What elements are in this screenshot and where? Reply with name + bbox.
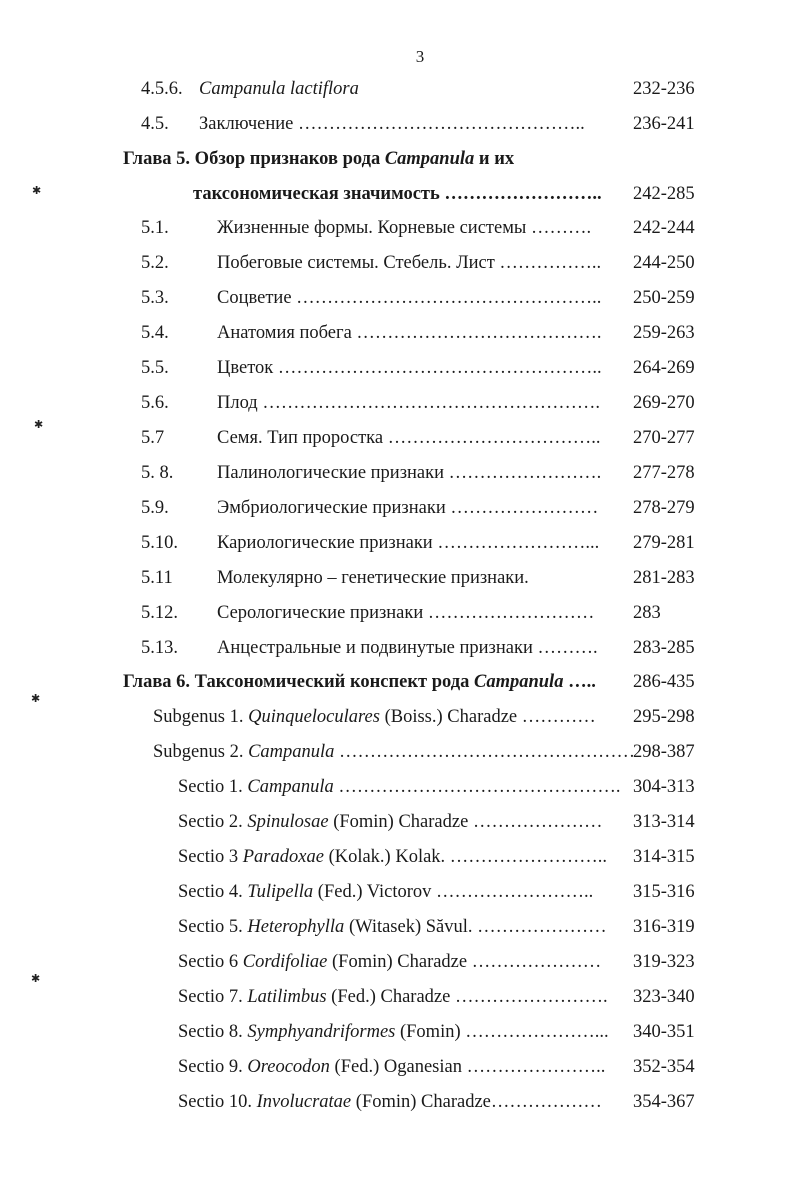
sectio-title: Sectio 3 Paradoxae (Kolak.) Kolak. …………………….. [178, 847, 608, 867]
entry-title: Заключение ……………………………………….. [199, 114, 585, 134]
section-number: 5.9. [141, 498, 169, 518]
sectio-title: Sectio 8. Symphyandriformes (Fomin) …………………... [178, 1022, 609, 1042]
sectio-title: Sectio 6 Cordifoliae (Fomin) Charadze ………………… [178, 952, 602, 972]
chapter-5-title-line1: Глава 5. Обзор признаков рода Campanula и их [123, 149, 515, 169]
sectio-title: Sectio 9. Oreocodon (Fed.) Oganesian ………………….. [178, 1057, 606, 1077]
chapter-6-pages: 286-435 [633, 672, 695, 692]
section-title: Эмбриологические признаки …………………… [217, 498, 599, 518]
sectio-pages: 352-354 [633, 1057, 695, 1077]
sectio-title: Sectio 4. Tulipella (Fed.) Victorov …………………….. [178, 882, 594, 902]
section-number: 5.10. [141, 533, 178, 553]
section-title: Молекулярно – генетические признаки. [217, 568, 529, 588]
entry-number: 4.5. [141, 114, 169, 134]
sectio-title: Sectio 10. Involucratae (Fomin) Charadze……………… [178, 1092, 602, 1112]
sectio-pages: 354-367 [633, 1092, 695, 1112]
entry-pages: 232-236 [633, 79, 695, 99]
sectio-pages: 316-319 [633, 917, 695, 937]
entry-title: Campanula lactiflora [199, 79, 359, 99]
section-pages: 283 [633, 603, 661, 623]
section-number: 5.11 [141, 568, 173, 588]
section-number: 5.12. [141, 603, 178, 623]
section-pages: 244-250 [633, 253, 695, 273]
section-number: 5.5. [141, 358, 169, 378]
subgenus-pages: 295-298 [633, 707, 695, 727]
scan-speck: ✱ [31, 973, 41, 985]
scan-speck: ✱ [31, 693, 41, 705]
scan-speck: ✱ [34, 419, 44, 431]
section-title: Соцветие ………………………………………….. [217, 288, 602, 308]
section-title: Плод ………………………………………………. [217, 393, 600, 413]
entry-number: 4.5.6. [141, 79, 183, 99]
section-pages: 264-269 [633, 358, 695, 378]
section-number: 5.3. [141, 288, 169, 308]
section-title: Побеговые системы. Стебель. Лист …………….. [217, 253, 602, 273]
section-pages: 279-281 [633, 533, 695, 553]
section-title: Жизненные формы. Корневые системы ………. [217, 218, 592, 238]
subgenus-title: Subgenus 2. Campanula ………………………………………… [153, 742, 636, 762]
section-pages: 250-259 [633, 288, 695, 308]
section-pages: 259-263 [633, 323, 695, 343]
chapter-5-pages: 242-285 [633, 184, 695, 204]
section-pages: 277-278 [633, 463, 695, 483]
section-number: 5. 8. [141, 463, 174, 483]
section-title: Анцестральные и подвинутые признаки ………. [217, 638, 598, 658]
section-pages: 242-244 [633, 218, 695, 238]
sectio-title: Sectio 5. Heterophylla (Witasek) Săvul. ………………… [178, 917, 607, 937]
section-title: Анатомия побега …………………………………. [217, 323, 602, 343]
sectio-pages: 304-313 [633, 777, 695, 797]
section-number: 5.13. [141, 638, 178, 658]
sectio-pages: 340-351 [633, 1022, 695, 1042]
sectio-pages: 314-315 [633, 847, 695, 867]
subgenus-title: Subgenus 1. Quinqueloculares (Boiss.) Charadze ………… [153, 707, 596, 727]
section-pages: 270-277 [633, 428, 695, 448]
section-pages: 283-285 [633, 638, 695, 658]
section-title: Кариологические признаки ……………………... [217, 533, 600, 553]
section-number: 5.1. [141, 218, 169, 238]
section-pages: 278-279 [633, 498, 695, 518]
section-title: Цветок …………………………………………….. [217, 358, 602, 378]
entry-pages: 236-241 [633, 114, 695, 134]
chapter-5-title-line2: таксономическая значимость …………………….. [193, 184, 602, 204]
sectio-pages: 315-316 [633, 882, 695, 902]
sectio-title: Sectio 1. Campanula ………………………………………. [178, 777, 621, 797]
section-title: Семя. Тип проростка …………………………….. [217, 428, 601, 448]
section-pages: 269-270 [633, 393, 695, 413]
subgenus-pages: 298-387 [633, 742, 695, 762]
section-number: 5.6. [141, 393, 169, 413]
sectio-title: Sectio 7. Latilimbus (Fed.) Charadze ……………………. [178, 987, 608, 1007]
section-number: 5.7 [141, 428, 165, 448]
scan-speck: ✱ [32, 185, 42, 197]
sectio-pages: 313-314 [633, 812, 695, 832]
chapter-6-title: Глава 6. Таксономический конспект рода Campanula ….. [123, 672, 596, 692]
sectio-pages: 319-323 [633, 952, 695, 972]
section-number: 5.4. [141, 323, 169, 343]
section-title: Палинологические признаки ……………………. [217, 463, 602, 483]
page-number: 3 [415, 47, 425, 66]
section-number: 5.2. [141, 253, 169, 273]
section-title: Серологические признаки ……………………… [217, 603, 595, 623]
sectio-pages: 323-340 [633, 987, 695, 1007]
section-pages: 281-283 [633, 568, 695, 588]
sectio-title: Sectio 2. Spinulosae (Fomin) Charadze ………………… [178, 812, 603, 832]
